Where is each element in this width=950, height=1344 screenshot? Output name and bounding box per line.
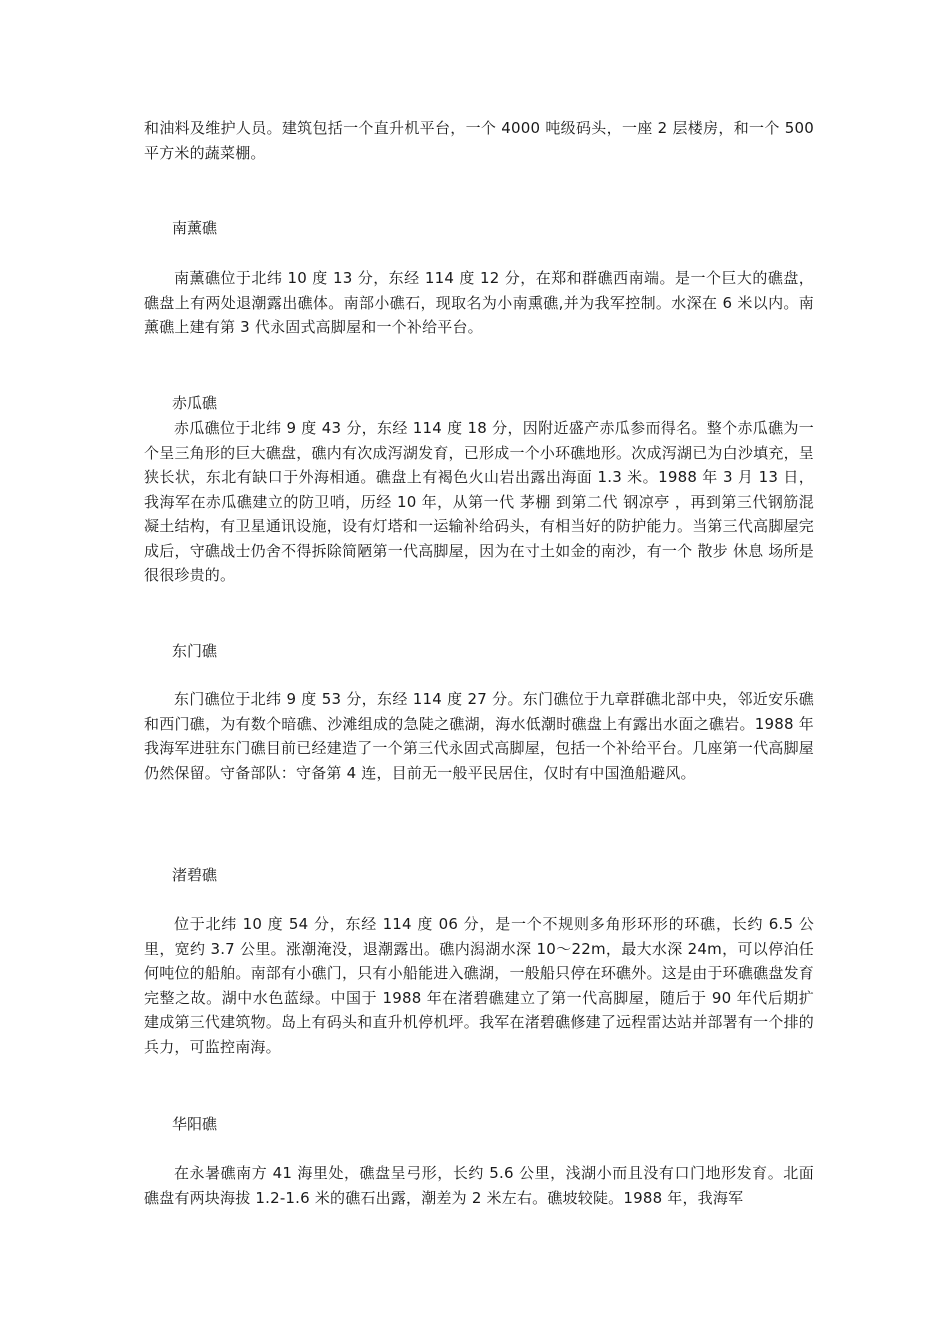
- section-body-dongmen: 东门礁位于北纬 9 度 53 分，东经 114 度 27 分。东门礁位于九章群礁北部中央，邻近安乐礁和西门礁，为有数个暗礁、沙滩组成的急陡之礁湖，海水低潮时礁盘上有露出水面之礁岩。1988 年我海军进驻东门礁目前已经建造了一个第三代永固式高脚屋，包括一个补给平台。几座第一代高脚屋仍然保留。守备部队：守备第 4 连，目前无一般平民居住，仅时有中国渔船避风。: [144, 690, 814, 782]
- section-body-zhubi: 位于北纬 10 度 54 分，东经 114 度 06 分，是一个不规则多角形环形的环礁，长约 6.5 公里，宽约 3.7 公里。涨潮淹没，退潮露出。礁内潟湖水深 10～22m，最大水深 24m，可以停泊任何吨位的船舶。南部有小礁门，只有小船能进入礁湖，一般船只停在环礁外。这是由于环礁礁盘发育完整之故。湖中水色蓝绿。中国于 1988 年在渚碧礁建立了第一代高脚屋，随后于 90 年代后期扩建成第三代建筑物。岛上有码头和直升机停机坪。我军在渚碧礁修建了远程雷达站并部署有一个排的兵力，可监控南海。: [144, 915, 814, 1056]
- section-body-chigua: 赤瓜礁位于北纬 9 度 43 分，东经 114 度 18 分，因附近盛产赤瓜参而得名。整个赤瓜礁为一个呈三角形的巨大礁盘，礁内有次成泻湖发育，已形成一个小环礁地形。次成泻湖已为白沙填充，呈狭长状，东北有缺口于外海相通。礁盘上有褐色火山岩出露出海面 1.3 米。1988 年 3 月 13 日，我海军在赤瓜礁建立的防卫哨，历经 10 年，从第一代 茅棚 到第二代 钢凉亭 ，再到第三代钢筋混凝土结构，有卫星通讯设施，设有灯塔和一运输补给码头，有相当好的防护能力。当第三代高脚屋完成后，守礁战士仍舍不得拆除简陋第一代高脚屋，因为在寸土如金的南沙，有一个 散步 休息 场所是很很珍贵的。: [144, 419, 814, 584]
- section-heading-chigua: 赤瓜礁: [172, 394, 218, 412]
- section-heading-zhubi: 渚碧礁: [172, 866, 218, 884]
- section-heading-huayang: 华阳礁: [172, 1115, 218, 1133]
- section-body-nanxun: 南薰礁位于北纬 10 度 13 分，东经 114 度 12 分，在郑和群礁西南端。是一个巨大的礁盘，礁盘上有两处退潮露出礁体。南部小礁石，现取名为小南熏礁,并为我军控制。水深在 6 米以内。南薰礁上建有第 3 代永固式高脚屋和一个补给平台。: [144, 269, 814, 336]
- section-body-huayang: 在永暑礁南方 41 海里处，礁盘呈弓形，长约 5.6 公里，浅湖小而且没有口门地形发育。北面礁盘有两块海拔 1.2-1.6 米的礁石出露，潮差为 2 米左右。礁坡较陡。1988 年，我海军: [144, 1164, 814, 1207]
- section-heading-dongmen: 东门礁: [172, 642, 218, 660]
- intro-paragraph: 和油料及维护人员。建筑包括一个直升机平台，一个 4000 吨级码头，一座 2 层楼房，和一个 500 平方米的蔬菜棚。: [144, 119, 814, 162]
- section-heading-nanxun: 南薰礁: [172, 219, 218, 237]
